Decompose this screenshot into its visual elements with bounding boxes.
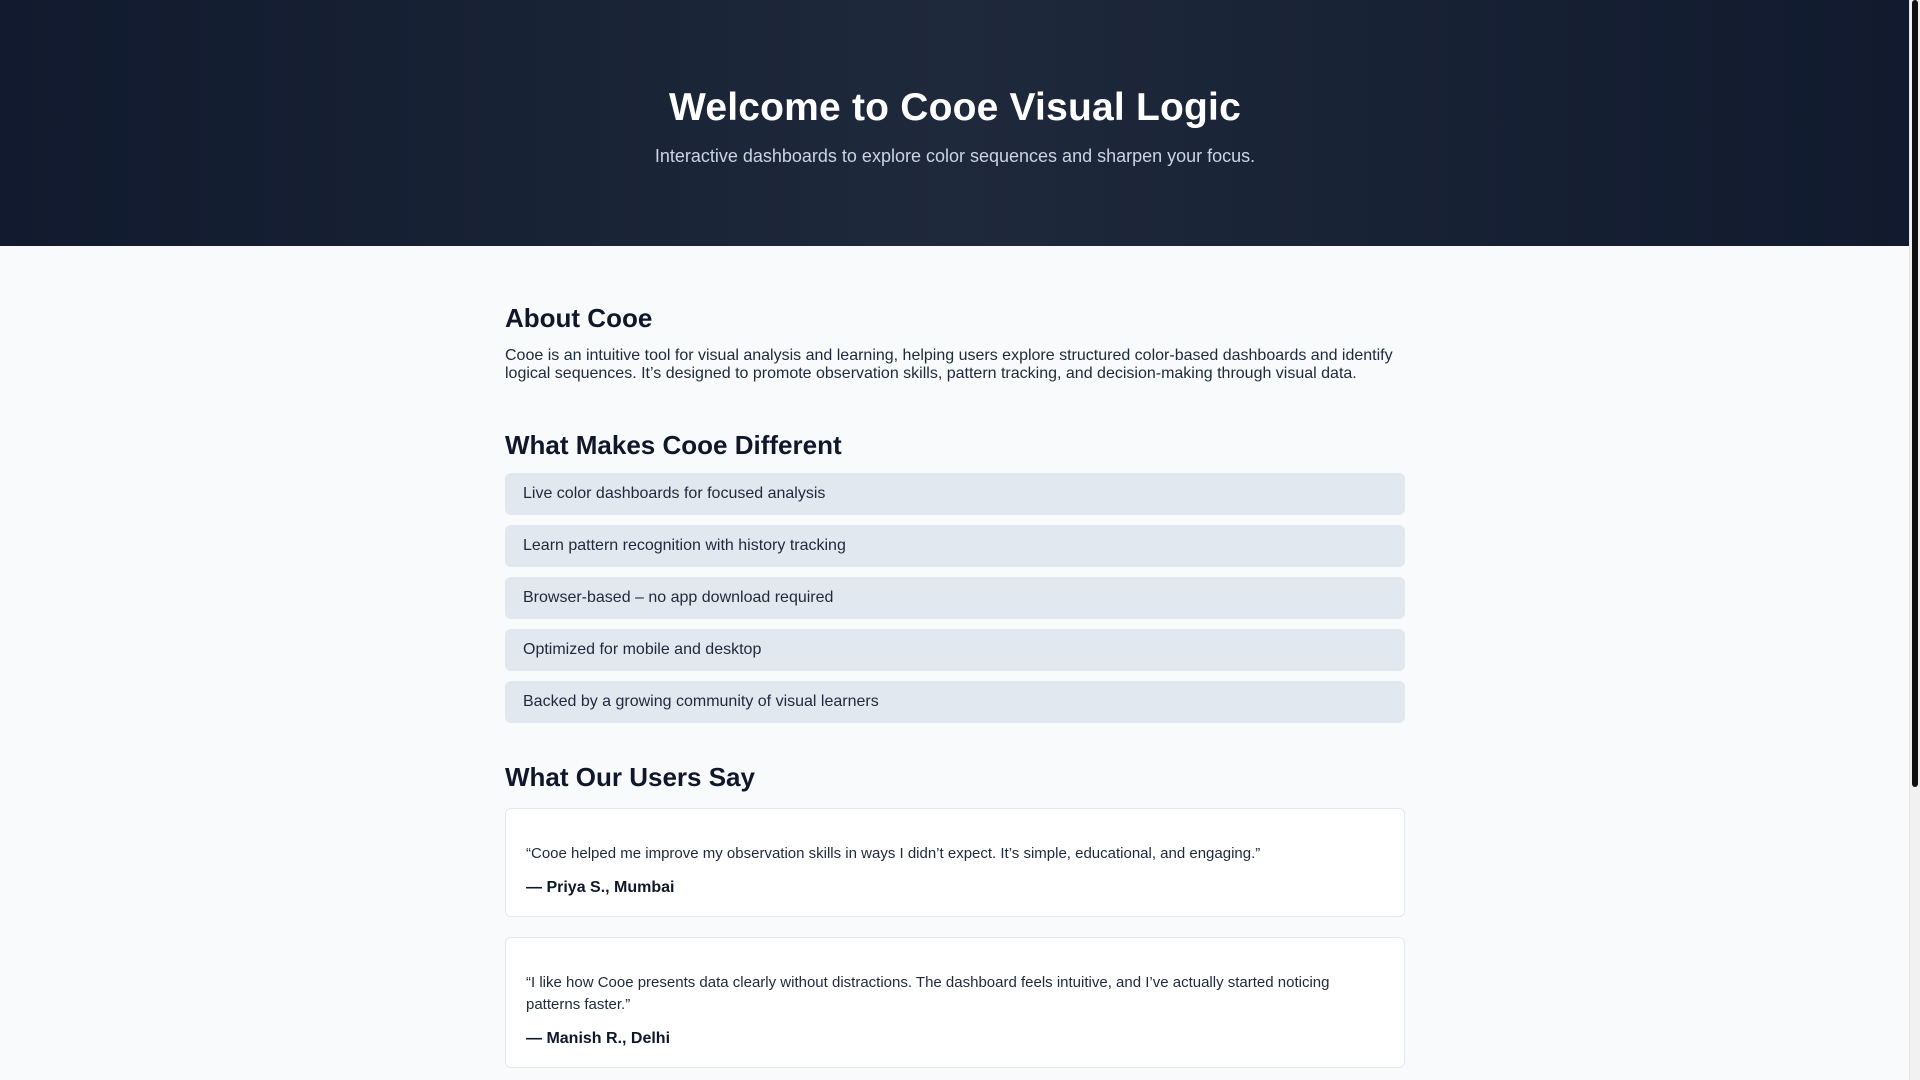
feature-item: Browser-based – no app download required <box>505 577 1405 619</box>
about-text: Cooe is an intuitive tool for visual analysis and learning, helping users explore structured color-based dashboards and identify logical sequences. It’s designed to promote observation skills, pattern tracking, and decision-making through visual data. <box>505 347 1393 382</box>
testimonials-heading: What Our Users Say <box>505 762 755 792</box>
vertical-scrollbar[interactable] <box>1909 0 1920 1080</box>
testimonial-card <box>505 808 1405 917</box>
testimonial-card <box>505 937 1405 1068</box>
feature-item: Live color dashboards for focused analysis <box>505 473 1405 515</box>
feature-item: Backed by a growing community of visual learners <box>505 681 1405 723</box>
about-section <box>505 302 1405 383</box>
hero-title: Welcome to Cooe Visual Logic <box>669 86 1241 129</box>
feature-list <box>505 473 1405 723</box>
testimonials-section <box>505 761 1405 1068</box>
about-heading: About Cooe <box>505 303 653 333</box>
features-section <box>505 429 1405 723</box>
scrollbar-thumb[interactable] <box>1912 0 1918 787</box>
feature-item: Optimized for mobile and desktop <box>505 629 1405 671</box>
hero-banner <box>0 0 1910 246</box>
testimonial-quote: “Cooe helped me improve my observation skills in ways I didn’t expect. It’s simple, educational, and engaging.” <box>526 845 1261 862</box>
hero-subtitle: Interactive dashboards to explore color sequences and sharpen your focus. <box>654 146 1256 166</box>
features-heading: What Makes Cooe Different <box>505 430 842 460</box>
testimonial-author: — Priya S., Mumbai <box>526 879 675 896</box>
feature-item: Learn pattern recognition with history tracking <box>505 525 1405 567</box>
main-content <box>505 246 1405 1068</box>
testimonial-author: — Manish R., Delhi <box>526 1030 671 1047</box>
testimonial-quote: “I like how Cooe presents data clearly without distractions. The dashboard feels intuitive, and I’ve actually started noticing patterns faster.” <box>526 974 1330 1013</box>
